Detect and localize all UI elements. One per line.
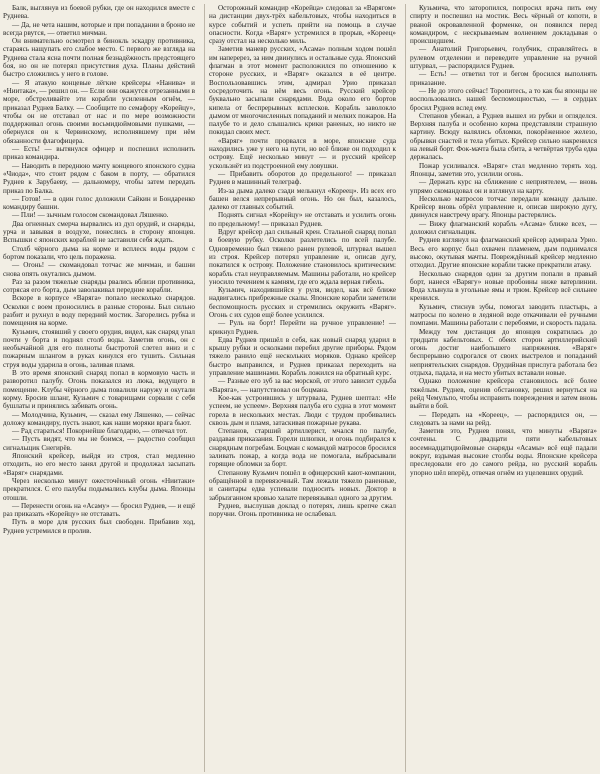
article-paragraph: Из-за дыма далеко сзади мелькнул «Кореец». Из всех его башен велся непрерывный огонь. Но он был, казалось, далеко от главных событий. [209,186,396,212]
article-paragraph: — Разные его зуб за вас морской, от этого зависит судьба «Варяга», — напутствовал он боцмана. [209,377,396,394]
article-paragraph: В это время японский снаряд попал в кормовую часть и разворотил палубу. Огонь показался из люка, ведущего в помещение. Клубы чёрного дыма повалили наружу и окутали корму. Бросив шланг, Кузьмич с товарищами сорвали с себя бушлаты и принялись забивать огонь. [3,369,195,411]
article-paragraph: Заметив это, Руднев понял, что минуты «Варяга» сочтены. С двадцати пяти кабельтовых восемнадцатидюймовые снаряды «Асамы» всё ещё падали вокруг, вздымая высокие столбы воды. Японские крейсера преследовали его до самого рейда, но русский корабль упорно шёл вперёд, отвечая огнём из уцелевших орудий. [410,427,597,477]
article-paragraph: Степанов, старший артиллерист, мчался по палубе, раздавая приказания. Горели шлюпки, и огонь подбирался к снарядным погребам. Боцман с командой матросов бросился заливать пожар, а когда вода не помогала, выбрасывали горящие обломки за борт. [209,427,396,469]
article-paragraph: «Варяг» почти прорвался в море, японские суда находились уже у него на пути, но всё ближе он подходил к острову. Ещё несколько минут — и русский крейсер ускользнёт из подстроенной ему ловушки. [209,136,396,170]
article-paragraph: — Есть! — ответил тот и бегом бросился выполнять приказание. [410,70,597,87]
article-paragraph: Два огненных смерча вырвались из дул орудий, и снаряды, урча и завывая в воздухе, понеслись в сторону японцев. Вспышки с японских кораблей не заставили себя ждать. [3,219,195,245]
article-paragraph: — Перенести огонь на «Асаму» — бросил Руднев, — и ещё раз приказать «Корейцу» не отставать. [3,501,195,519]
article-paragraph: Кузьмич, стиснув зубы, помогал заводить пластырь, а матросы по колено в ледяной воде откачивали её ручными помпами. Машины работали с перебоями, и скорость падала. [410,302,597,328]
article-paragraph: Вскоре в корпусе «Варяга» попало несколько снарядов. Осколки с воем проносились в разные стороны. Был сильно разбит и рухнул в воду передний мостик. Загорелись рубка и помещения на корме. [3,294,195,328]
article-paragraph: — Не до этого сейчас! Торопитесь, а то как бы японцы не воспользовались нашей беспомощностью, — в сердцах бросил Руднев вслед ему. [410,86,597,112]
article-paragraph: Он внимательно осмотрел в бинокль эскадру противника, стараясь нащупать его слабое место. С первого же взгляда на Руднева стала ясна почти полная безнадёжность предстоящего боя, но он не потерял присутствия духа. Планы действий быстро сложились у него в голове. [3,37,195,79]
article-paragraph: — Держать курс на сближение с неприятелем, — вновь упрямо скомандовал он и взглянул на карту. [410,178,597,195]
article-paragraph: Несколько матросов тотчас передали команду дальше. Крейсер вновь обрёл управление и, описав широкую дугу, двинулся навстречу врагу. Японцы растерялись. [410,194,597,220]
article-paragraph: Балк, выглянув из боевой рубки, где он находился вместе с Руднева. [3,4,195,21]
article-paragraph: Несколько снарядов один за другим попали в правый борт, нанеся «Варягу» новые пробоины ниже ватерлинии. Вода хлынула в угольные ямы и трюм. Крейсер всё сильнее кренился. [410,269,597,303]
article-paragraph: Кузьмич, находившийся у руля, видел, как всё ближе надвигались прибрежные скалы. Японские корабли заметили беспомощность русских и стремились окружить «Варяг». Огонь с их судов ещё более усилился. [209,286,396,319]
article-paragraph: Кое-как устроившись у штурвала, Руднев шептал: «Не успеем, не успеем». Верхняя палуба его судна в этот момент горела в нескольких местах. Люди с трудом пробивались сквозь дым и пламя, затаскивая пожарные рукава. [209,393,396,427]
text-column-3 [405,4,597,772]
article-paragraph: Степанов убежал, а Руднев вышел из рубки и огляделся. Верхняя палуба и особенно корма представляли страшную картину. Всюду валялись обломки, покорёженное железо, обрывки снастей и тела убитых. Крейсер сильно накренился на левый борт. Фок-мачта была сбита, а четвёртая труба едва держалась. [410,111,597,162]
article-paragraph: Между тем дистанция до японцев сократилась до тридцати кабельтовых. С обеих сторон артиллерийский огонь достиг наибольшего напряжения. «Варяг» беспрерывно содрогался от своих выстрелов и попаданий неприятельских снарядов. Орудийная прислуга работала без отдыха, падала, и на место убитых вставали новые. [410,327,597,378]
article-paragraph: — Рад стараться! Покорнейше благодарю, — отвечал тот. [12,427,188,436]
article-paragraph: Поднять сигнал «Корейцу» не отставать и усилить огонь по предельному! — приказал Руднев. [209,211,396,228]
article-paragraph: Пожар усиливался. «Варяг» стал медленно терять ход. Японцы, заметив это, усилили огонь. [410,161,597,178]
article-paragraph: Руднев, выслушав доклад о потерях, лишь крепче сжал поручни. Огонь противника не ослабевал. [209,501,396,519]
article-paragraph: Едва Руднев пришёл в себя, как новый снаряд ударил в крышу рубки и осколками перебил другие приборы. Рядом тяжело ранило ещё нескольких моряков. Однако крейсер быстро выправился, и Руднев приказал переходить на управление машинами. Корабль ложился на обратный курс. [209,335,396,378]
article-paragraph: — Молодчина, Кузьмич, — сказал ему Ляшенко, — сейчас доложу командиру, пусть знают, как наши моряки врага бьют. [3,410,195,427]
article-paragraph: — Наводить в переднюю мачту концевого японского судна «Чиода», что стоит рядом с баком в порту, — обратился Руднев к Зарубаеву, — дальномеру, чтобы затем передать приказ по Балка. [3,161,195,195]
article-paragraph: Осторожный командир «Корейца» следовал за «Варягом» на дистанции двух-трёх кабельтовых, чтобы находиться в курсе событий и успеть прийти на помощь в случае опасности. Когда «Варяг» устремился в прорыв, «Кореец» сразу отстал на несколько миль. [209,4,396,46]
article-paragraph: — Огонь! — скомандовал тотчас же мичман, и башни снова опять окутались дымом. [3,261,195,278]
article-paragraph: Однако положение крейсера становилось всё более тяжёлым. Руднев, оценив обстановку, решил вернуться на рейд Чемульпо, чтобы исправить повреждения и затем вновь выйти в бой. [410,377,597,411]
article-paragraph: Степанову Кузьмич пошёл в офицерский кают-компании, обращённой в перевязочный. Там лежали тяжело раненные, и санитары едва успевали подносить новых. Доктор в забрызганном кровью халате перевязывал одного за другим. [209,468,396,502]
article-paragraph: — Прибавить оборотов до предельного! — приказал Руднев в машинный телеграф. [209,169,396,187]
article-paragraph: — Да, не чета нашим, которые и при попадании в броню не всегда рвутся, — ответил мичман. [3,20,195,37]
article-paragraph: — Анатолий Григорьевич, голубчик, справляйтесь в рулевом отделении и переведите управление на ручной штурвал, — распорядился Руднев. [410,45,597,71]
text-column-2 [204,4,396,772]
article-paragraph: Кузьмич, стоявший у своего орудия, видел, как снаряд упал почти у борта и поднял столб воды. Заметив огонь, он с необычайной для его полноты быстротой слетел вниз и с пожарным шлангом в руках кинулся его тушить. Сильная струя воды ударила в огонь, заливая пламя. [3,327,195,369]
article-paragraph: — Я атакую концевые лёгкие крейсеры «Нанива» и «Ниитака», — решил он. — Если они окажутся отрезанными в море, обстреливайте эти корабли усиленным огнём, — приказал Руднев Балку. — Сообщите по семафору «Корейцу», чтобы он не отставал от нас и по мере возможности поддерживал огонь своими восьмидюймовыми пушками, — обернулся он к Червинскому, исполнявшему при нём обязанности флагофицера. [3,78,195,145]
article-paragraph: — Пли! — зычным голосом скомандовал Ляшенко. [12,211,169,220]
article-paragraph: Руднев взглянул на флагманский крейсер адмирала Урио. Весь его корпус был охвачен пламенем, дым поднимался высоко, окутывая мачты. Повреждённый крейсер медленно отходил. Другие японские корабли также прекратили атаку. [410,236,597,270]
article-paragraph: Путь в море для русских был свободен. Прибавив ход, Руднев устремился в пролив. [3,518,195,535]
article-paragraph: Вдруг крейсер дал сильный крен. Стальной снаряд попал в боевую рубку. Осколки разлетелись по всей палубе. Одновременно был тяжело ранен рулевой, штурвал вышел из строя. Крейсер потерял управление и, описав дугу, покатился к острову. Положение становилось критическим: корабль стал неуправляемым. Машины работали, но крейсер уносило течением к камням, где его ждала верная гибель. [209,228,396,286]
article-paragraph: Через несколько минут ожесточённый огонь «Ниитаки» прекратился. С его палубы подымались клубы дыма. Японцы отошли. [3,476,195,502]
article-paragraph: — Пусть видят, что мы не боимся, — радостно сообщил сигнальщик Снегирёв. [3,435,195,452]
article-paragraph: — Есть! — вытянулся офицер и поспешил исполнить приказ командира. [3,145,195,162]
text-column-1 [3,4,195,772]
article-paragraph: — Вижу флагманский корабль «Асама» ближе всех, — доложил сигнальщик. [410,219,597,237]
article-paragraph: — Руль на борт! Перейти на ручное управление! — крикнул Руднев. [209,319,396,336]
article-paragraph: Столб чёрного дыма на корме и всплеск воды рядом с бортом показали, что цель поражена. [3,244,195,261]
article-paragraph: Заметив маневр русских, «Асама» полным ходом пошёл им наперерез, за ним двинулись и остальные суда. Японский флагман в этот момент расположился по отношению к стороне русских, и «Варяг» оказался в её центре. Воспользовавшись этим, адмирал Урио приказал сосредоточить на нём весь огонь. Русский крейсер буквально засыпали снарядами. Вода около его бортов кипела от беспрерывных всплесков. Корабль заволокло дымом от многочисленных попаданий и мелких пожаров. На палубе то и дело слышались крики раненых, но никто не покидал своих мест. [209,45,396,137]
article-paragraph: — Передать на «Кореец», — распорядился он, — следовать за нами на рейд. [410,410,597,427]
article-paragraph: Кузьмича, что заторопился, попросил врача пить ему спирту и поспешил на мостик. Весь чёрный от копоти, в рваной окровавленной форменке, он появился перед командиром, с нескрываемым волнением докладывая о происшедшем. [410,4,597,46]
article-paragraph: Раз за разом тяжелые снаряды рвались вблизи противника, сотрясая его борта, дым заволакивал передние корабли. [3,277,195,295]
article-paragraph: — Готов! — в один голос доложили Сайкин и Бондаренко командиру башни. [3,194,195,212]
article-paragraph: Японский крейсер, выйдя из строя, стал медленно отходить, но его место занял другой и продолжал засыпать «Варяг» снарядами. [3,452,195,477]
